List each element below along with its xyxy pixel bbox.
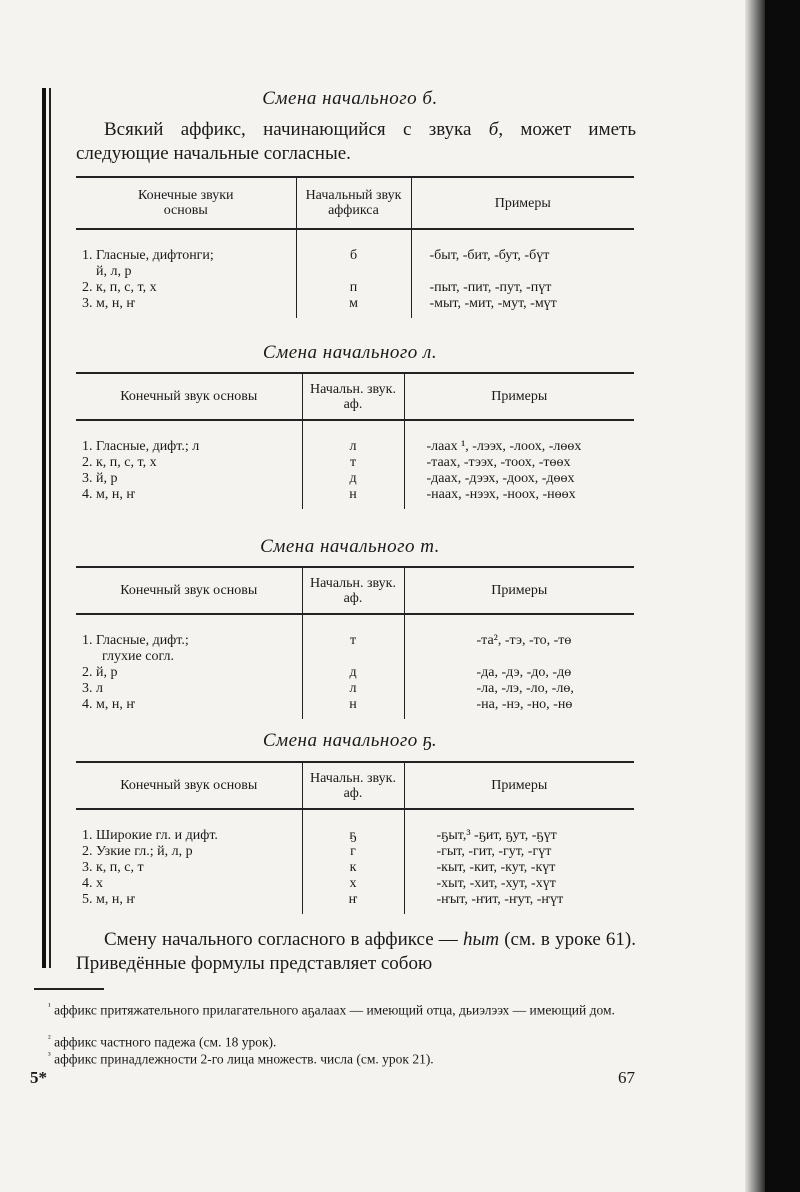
col-header-initial: Начальн. звук. аф. [302,373,404,420]
col-header-ending: Конечный звук основы [76,373,302,420]
table-b [76,176,634,318]
table-row: 2. й, р д -да, -дэ, -до, -дө [82,665,572,680]
table-row: 1. Гласные, дифтонги; й, л, р б -быт, -бит, -бут, -бүт [82,248,550,279]
footnote-1: $^{^1}$ аффикс притяжательного прилагательного аҕалаах — имеющий отца, дьиэлээх — имеющий дом. [48,1001,615,1018]
col-header-examples: Примеры [404,373,634,420]
margin-rule [42,88,46,968]
table-row: 5. м, н, ҥ ҥ -ҥыт, -ҥит, -ҥут, -ҥүт [82,892,564,907]
table-t [76,566,634,719]
footnote-3: $^{^3}$ аффикс принадлежности 2-го лица множеств. числа (см. урок 21). [48,1050,434,1067]
table-row: 4. м, н, ҥ н -на, -нэ, -но, -нө [82,697,573,712]
signature-mark: 5* [30,1068,47,1087]
table-row: 1. Широкие гл. и дифт. ҕ -ҕыт,³ -ҕит, ҕут, -ҕүт [82,828,557,843]
page-number: 67 [618,1068,635,1087]
heading-gh: Смена начального ҕ. [262,730,438,751]
table-row: 1. Гласные, дифт.; л л -лаах ¹, -лээх, -лоох, -лөөх [82,439,582,454]
col-header-initial: Начальный звук аффикса [296,177,411,229]
table-row: 3. м, н, ҥ м -мыт, -мит, -мут, -мүт [82,296,557,311]
table-row: 3. л л -ла, -лэ, -ло, -лө, [82,681,574,696]
intro-paragraph: Всякий аффикс, начинающийся с звука б, может иметь следующие начальные согласные. [76,119,636,164]
table-gh [76,761,634,914]
heading-l: Смена начального л. [262,342,438,363]
closing-paragraph: Смену начального согласного в аффиксе — һыт (см. в уроке 61). Приведённые формулы представляет собою [76,929,636,974]
margin-rule-inner [49,88,51,968]
table-row: 4. м, н, ҥ н -наах, -нээх, -ноох, -нөөх [82,487,576,502]
col-header-ending: Конечный звук основы [76,762,302,809]
table-row: 1. Гласные, дифт.; глухие согл. т -та², -тэ, -то, -тө [82,633,572,664]
table-row: 3. к, п, с, т к -кыт, -кит, -кут, -күт [82,860,556,875]
heading-t: Смена начального т. [260,536,440,557]
table-row: 2. к, п, с, т, х п -пыт, -пит, -пут, -пүт [82,280,552,295]
table-row: 3. й, р д -даах, -дээх, -доох, -дөөх [82,471,575,486]
col-header-examples: Примеры [404,567,634,614]
col-header-initial: Начальн. звук. аф. [302,762,404,809]
col-header-ending: Конечный звук основы [76,567,302,614]
col-header-ending: Конечные звуки основы [76,177,296,229]
footnote-2: $^{^2}$ аффикс частного падежа (см. 18 урок). [48,1033,277,1050]
heading-b: Смена начального б. [262,88,438,109]
col-header-examples: Примеры [411,177,634,229]
col-header-initial: Начальн. звук. аф. [302,567,404,614]
col-header-examples: Примеры [404,762,634,809]
table-row: 2. Узкие гл.; й, л, р г -гыт, -гит, -гут, -гүт [82,844,552,859]
table-l [76,372,634,509]
page-edge-shadow [745,0,765,1192]
footnote-rule [34,988,104,990]
table-row: 2. к, п, с, т, х т -таах, -тээх, -тоох, -төөх [82,455,571,470]
table-row: 4. х х -хыт, -хит, -хут, -хүт [82,876,556,891]
